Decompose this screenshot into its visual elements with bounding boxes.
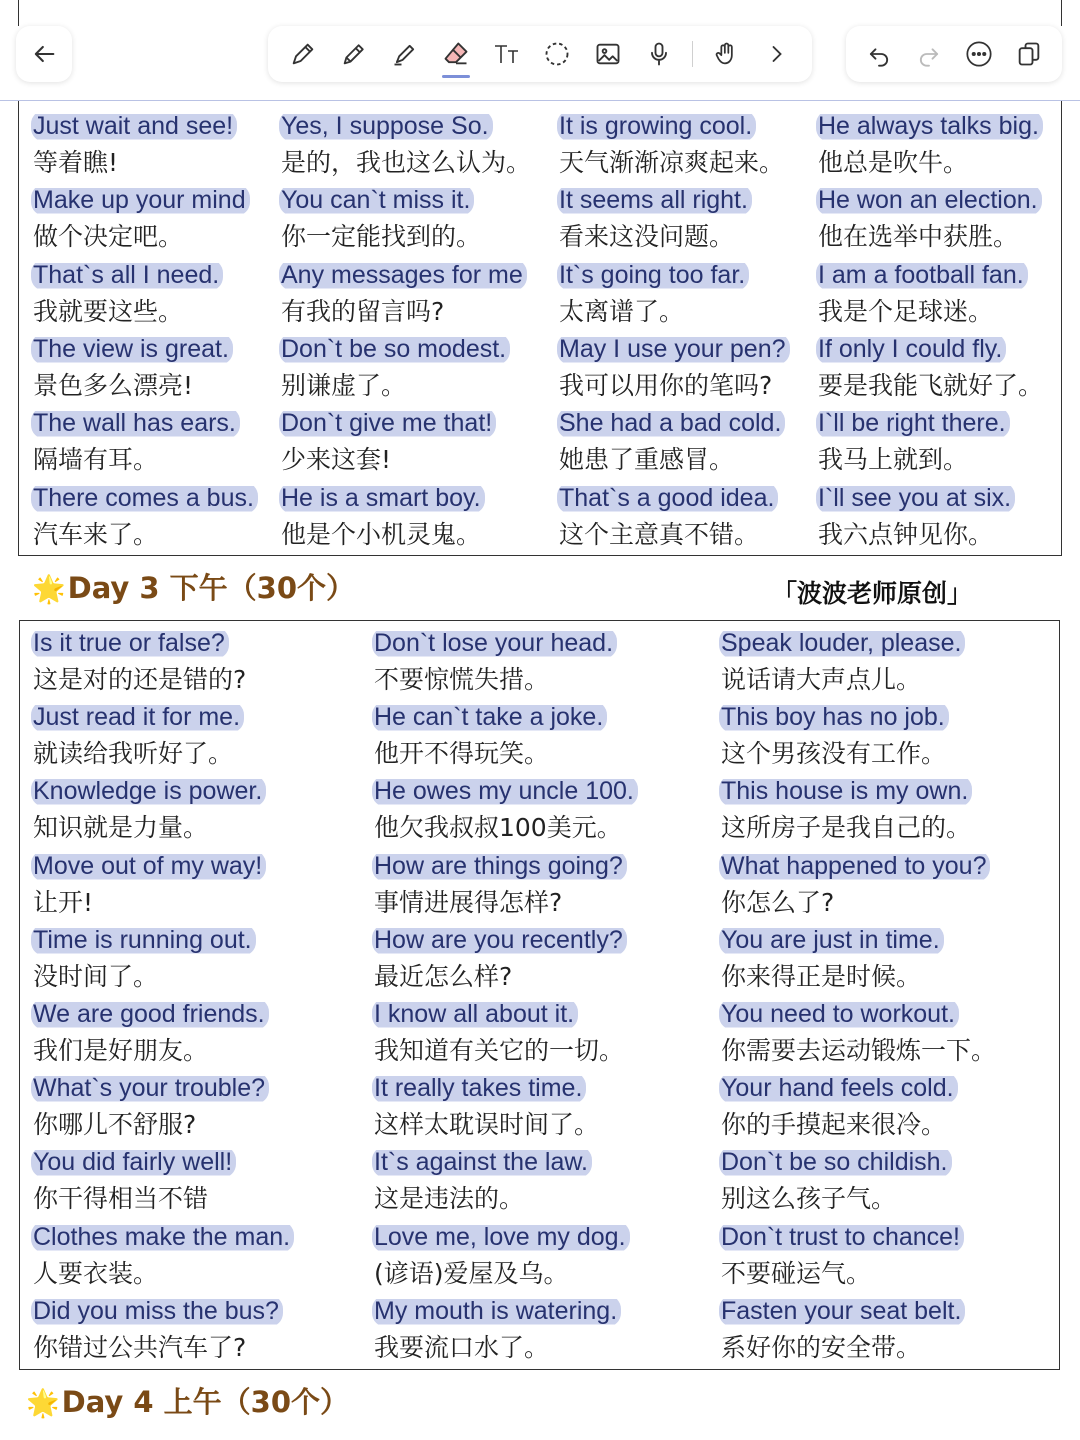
pages-icon[interactable]: [1011, 36, 1047, 72]
phrase-chinese: 他总是吹牛。: [818, 148, 969, 177]
phrase-chinese: 我们是好朋友。: [33, 1036, 209, 1065]
phrase-chinese: 隔墙有耳。: [33, 445, 159, 475]
author-credit: 「波波老师原创」: [772, 579, 973, 608]
phrase-chinese: 你错过公共汽车了?: [33, 1332, 247, 1362]
arrow-left-icon: [26, 36, 62, 72]
text-icon[interactable]: [489, 36, 525, 72]
phrase-english: She had a bad cold.: [557, 407, 785, 439]
phrase-english: Love me, love my dog.: [372, 1221, 630, 1253]
phrase-english: Did you miss the bus?: [31, 1295, 283, 1327]
phrase-english: Don`t trust to chance!: [719, 1221, 964, 1253]
phrase-chinese: 她患了重感冒。: [559, 445, 735, 475]
phrase-chinese: 就读给我听好了。: [33, 739, 234, 769]
redo-icon[interactable]: [911, 36, 947, 72]
phrase-english: I`ll be right there.: [816, 407, 1010, 439]
phrase-chinese: 汽车来了。: [33, 519, 159, 549]
page-border-left: [18, 0, 19, 26]
day3-heading: [32, 566, 355, 607]
phrase-chinese: 事情进展得怎样?: [374, 887, 563, 917]
phrase-english: I`ll see you at six.: [816, 482, 1015, 514]
history-controls: [846, 26, 1062, 82]
phrase-english: Just wait and see!: [31, 110, 237, 142]
phrase-english: The view is great.: [31, 333, 233, 365]
phrase-english: This house is my own.: [719, 775, 972, 807]
lasso-icon[interactable]: [539, 36, 575, 72]
phrase-english: It seems all right.: [557, 184, 752, 216]
phrase-chinese: 他欠我叔叔100美元。: [374, 813, 622, 843]
hand-icon[interactable]: [708, 36, 744, 72]
phrase-english: It really takes time.: [372, 1072, 586, 1104]
phrase-english: Just read it for me.: [31, 701, 244, 733]
phrase-english: Speak louder, please.: [719, 627, 965, 659]
phrase-english: Don`t give me that!: [279, 407, 496, 439]
phrase-chinese: 别谦虚了。: [281, 370, 407, 400]
phrase-chinese: 这所房子是我自己的。: [721, 813, 972, 843]
phrase-english: Fasten your seat belt.: [719, 1295, 965, 1327]
phrase-chinese: 做个决定吧。: [33, 222, 184, 252]
phrase-chinese: 最近怎么样?: [374, 961, 513, 991]
phrase-chinese: 景色多么漂亮!: [33, 370, 194, 400]
phrase-english: If only I could fly.: [816, 333, 1006, 365]
phrase-english: The wall has ears.: [31, 407, 240, 439]
chevron-right-icon[interactable]: [759, 36, 795, 72]
phrase-chinese: 等着瞧!: [33, 148, 119, 177]
phrase-chinese: 我是个足球迷。: [818, 296, 994, 326]
phrase-chinese: 你一定能找到的。: [281, 222, 482, 252]
phrase-chinese: 我就要这些。: [33, 296, 184, 326]
phrase-english: Make up your mind: [31, 184, 250, 216]
phrase-chinese: 人要衣装。: [33, 1258, 159, 1288]
phrase-chinese: 他开不得玩笑。: [374, 739, 550, 769]
phrase-english: Clothes make the man.: [31, 1221, 294, 1253]
star-icon: 🌟: [26, 1388, 60, 1419]
toolbar: [0, 0, 1080, 100]
phrase-english: I know all about it.: [372, 998, 578, 1030]
phrase-chinese: 你需要去运动锻炼一下。: [721, 1036, 997, 1065]
phrase-chinese: 不要惊慌失措。: [374, 665, 550, 694]
phrase-english: Don`t be so childish.: [719, 1146, 952, 1178]
image-icon[interactable]: [590, 36, 626, 72]
highlighter-icon[interactable]: [387, 36, 423, 72]
phrase-english: Is it true or false?: [31, 627, 229, 659]
eraser-icon[interactable]: [438, 36, 474, 72]
phrase-english: He always talks big.: [816, 110, 1043, 142]
phrase-english: What`s your trouble?: [31, 1072, 269, 1104]
phrase-chinese: 太离谱了。: [559, 296, 685, 326]
phrase-english: Don`t lose your head.: [372, 627, 617, 659]
phrase-chinese: 这个男孩没有工作。: [721, 739, 947, 769]
phrase-english: You need to workout.: [719, 998, 959, 1030]
phrase-chinese: 知识就是力量。: [33, 813, 209, 843]
phrase-chinese: 这个主意真不错。: [559, 519, 760, 549]
toolbar-divider: [692, 41, 693, 67]
phrase-chinese: 是的，我也这么认为。: [281, 148, 532, 177]
phrase-english: He can`t take a joke.: [372, 701, 607, 733]
phrase-english: You did fairly well!: [31, 1146, 236, 1178]
microphone-icon[interactable]: [641, 36, 677, 72]
phrase-chinese: 不要碰运气。: [721, 1258, 872, 1288]
phrase-english: May I use your pen?: [557, 333, 790, 365]
pen-icon[interactable]: [285, 36, 321, 72]
phrase-english: Knowledge is power.: [31, 775, 266, 807]
phrase-english: This boy has no job.: [719, 701, 949, 733]
phrase-english: We are good friends.: [31, 998, 269, 1030]
phrase-english: How are things going?: [372, 850, 627, 882]
phrase-chinese: 他是个小机灵鬼。: [281, 519, 482, 549]
phrase-english: Don`t be so modest.: [279, 333, 510, 365]
phrase-chinese: 我要流口水了。: [374, 1332, 550, 1362]
phrase-english: Your hand feels cold.: [719, 1072, 958, 1104]
phrase-english: You can`t miss it.: [279, 184, 474, 216]
phrase-chinese: 要是我能飞就好了。: [818, 370, 1044, 400]
phrase-english: He won an election.: [816, 184, 1042, 216]
phrase-chinese: 别这么孩子气。: [721, 1184, 897, 1214]
phrase-chinese: 这是对的还是错的?: [33, 665, 247, 694]
phrase-chinese: 他在选举中获胜。: [818, 222, 1019, 252]
phrase-chinese: 让开!: [33, 887, 94, 917]
more-icon[interactable]: [961, 36, 997, 72]
phrase-english: It`s against the law.: [372, 1146, 592, 1178]
phrase-chinese: 看来这没问题。: [559, 222, 735, 252]
phrase-chinese: 我马上就到。: [818, 445, 969, 475]
phrase-chinese: (谚语)爱屋及乌。: [374, 1258, 569, 1288]
phrase-english: That`s all I need.: [31, 259, 223, 291]
day4-heading: [26, 1380, 349, 1421]
phrase-chinese: 有我的留言吗?: [281, 296, 445, 326]
tool-palette: [268, 26, 812, 82]
phrase-english: What happened to you?: [719, 850, 990, 882]
phrase-chinese: 我可以用你的笔吗?: [559, 370, 773, 400]
phrase-chinese: 你来得正是时候。: [721, 961, 922, 991]
star-icon: 🌟: [32, 574, 66, 605]
phrase-english: He is a smart boy.: [279, 482, 485, 514]
undo-icon[interactable]: [861, 36, 897, 72]
phrase-chinese: 你干得相当不错: [33, 1184, 209, 1214]
phrase-chinese: 少来这套!: [281, 445, 392, 475]
phrase-chinese: 天气渐渐凉爽起来。: [559, 148, 785, 177]
phrase-chinese: 你的手摸起来很冷。: [721, 1110, 947, 1140]
phrase-english: I am a football fan.: [816, 259, 1028, 291]
pencil-icon[interactable]: [336, 36, 372, 72]
day4-title: Day 4 上午（30个）: [61, 1385, 350, 1419]
phrase-english: My mouth is watering.: [372, 1295, 621, 1327]
phrase-chinese: 我六点钟见你。: [818, 519, 994, 549]
day3-title: Day 3 下午（30个）: [67, 571, 356, 605]
page-border-right: [1061, 0, 1062, 26]
phrase-chinese: 你怎么了?: [721, 887, 835, 917]
phrase-chinese: 没时间了。: [33, 961, 159, 991]
phrase-chinese: 这样太耽误时间了。: [374, 1110, 600, 1140]
phrase-chinese: 你哪儿不舒服?: [33, 1110, 197, 1140]
phrase-english: Any messages for me: [279, 259, 527, 291]
phrase-english: Yes, I suppose So.: [279, 110, 493, 142]
phrase-chinese: 说话请大声点儿。: [721, 665, 922, 694]
phrase-english: There comes a bus.: [31, 482, 258, 514]
phrase-english: You are just in time.: [719, 924, 944, 956]
back-button[interactable]: [16, 26, 72, 82]
phrase-chinese: 我知道有关它的一切。: [374, 1036, 625, 1065]
phrase-english: How are you recently?: [372, 924, 627, 956]
phrase-english: Time is running out.: [31, 924, 256, 956]
phrase-english: It is growing cool.: [557, 110, 756, 142]
phrase-chinese: 系好你的安全带。: [721, 1332, 922, 1362]
phrase-english: Move out of my way!: [31, 850, 266, 882]
phrase-english: It`s going too far.: [557, 259, 749, 291]
phrase-english: He owes my uncle 100.: [372, 775, 638, 807]
phrase-chinese: 这是违法的。: [374, 1184, 525, 1214]
phrase-english: That`s a good idea.: [557, 482, 778, 514]
